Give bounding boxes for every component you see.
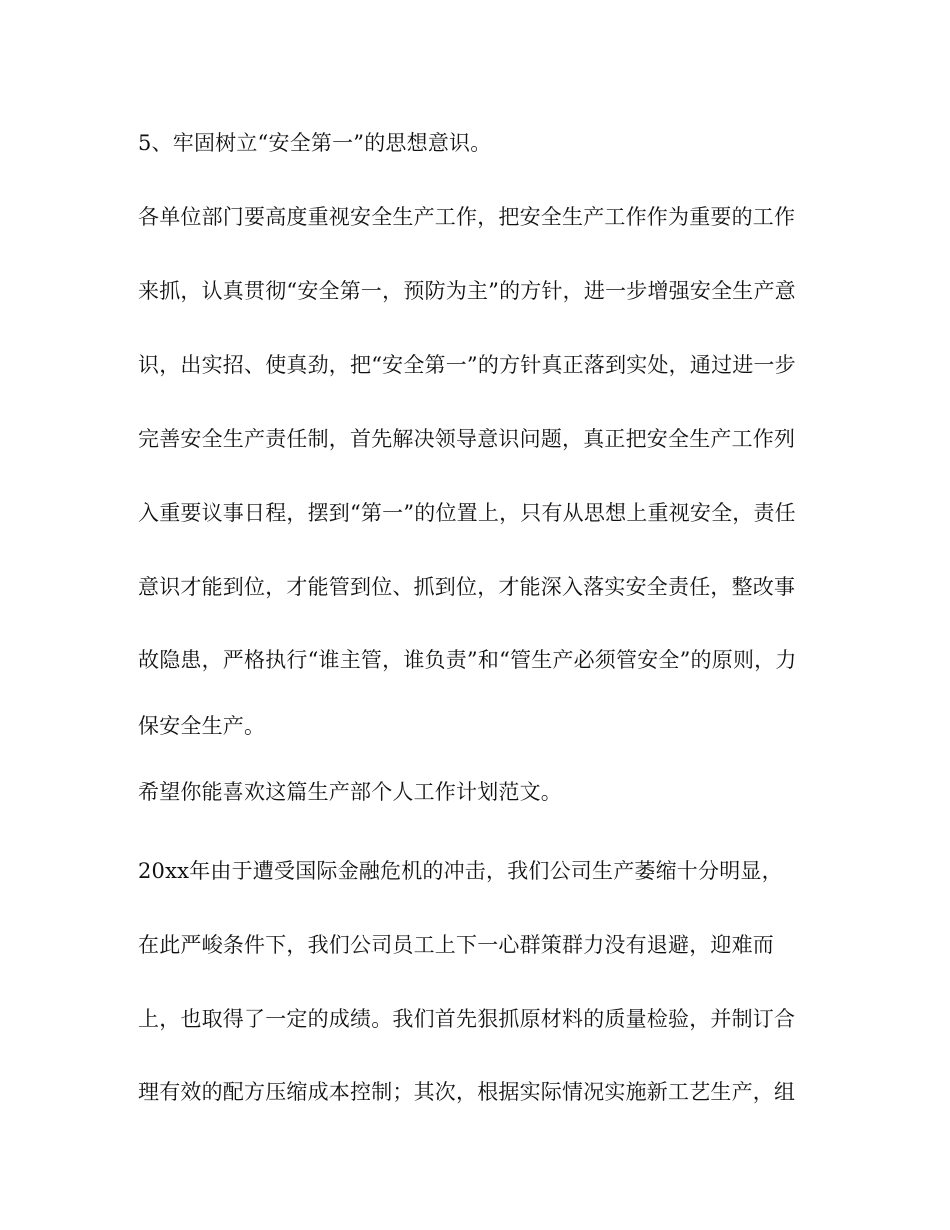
- text-line: 5、牢固树立“安全第一”的思想意识。: [138, 131, 492, 155]
- text-line: 来抓，认真贯彻“安全第一，预防为主”的方针，进一步增强安全生产意: [138, 279, 796, 303]
- text-line: 在此严峻条件下，我们公司员工上下一心群策群力没有退避，迎难而: [138, 933, 774, 957]
- text-line: 保安全生产。: [138, 714, 266, 738]
- text-line: 各单位部门要高度重视安全生产工作，把安全生产工作作为重要的工作: [138, 205, 796, 229]
- text-line: 理有效的配方压缩成本控制；其次，根据实际情况实施新工艺生产，组: [138, 1080, 796, 1104]
- text-line: 完善安全生产责任制，首先解决领导意识问题，真正把安全生产工作列: [138, 427, 796, 451]
- text-line: 希望你能喜欢这篇生产部个人工作计划范文。: [138, 780, 562, 804]
- text-line: 故隐患，严格执行“谁主管，谁负责”和“管生产必须管安全”的原则，力: [138, 648, 797, 672]
- text-line: 意识才能到位，才能管到位、抓到位，才能深入落实安全责任，整改事: [138, 575, 796, 599]
- text-line: 上，也取得了一定的成绩。我们首先狠抓原材料的质量检验，并制订合: [138, 1007, 796, 1031]
- text-line: 识，出实招、使真劲，把“安全第一”的方针真正落到实处，通过进一步: [138, 353, 796, 377]
- text-line: 入重要议事日程，摆到“第一”的位置上，只有从思想上重视安全，责任: [138, 501, 796, 525]
- text-line: 20xx年由于遭受国际金融危机的冲击，我们公司生产萎缩十分明显，: [138, 859, 783, 883]
